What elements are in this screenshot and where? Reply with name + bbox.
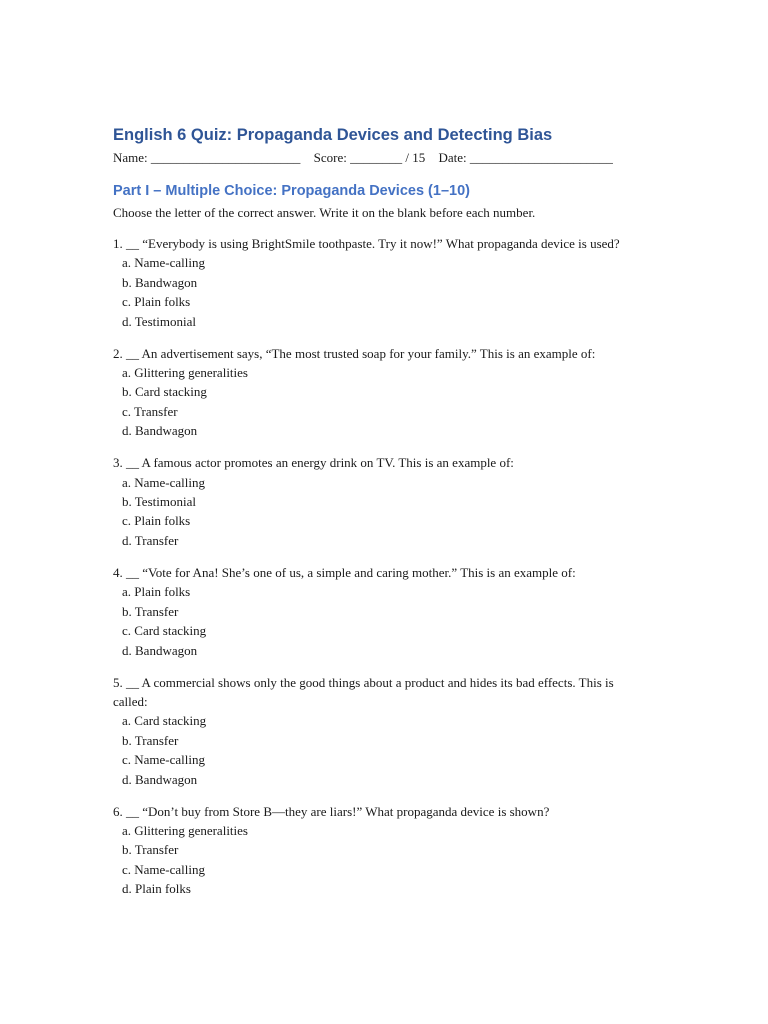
- option-d: d. Bandwagon: [122, 642, 198, 658]
- option-c: c. Card stacking: [122, 623, 207, 639]
- question-1: [113, 234, 673, 331]
- option-b: b. Transfer: [122, 732, 179, 748]
- question-stem: 5. __ A commercial shows only the good things about a product and hides its bad effects. This is called:: [113, 674, 614, 709]
- option-b: b. Testimonial: [122, 494, 196, 510]
- name-field: Name: _______________________: [113, 150, 301, 165]
- option-b: b. Bandwagon: [122, 274, 198, 290]
- question-6: [113, 802, 673, 899]
- option-d: d. Transfer: [122, 532, 179, 548]
- score-field: Score: ________ / 15: [313, 150, 426, 165]
- option-a: a. Card stacking: [122, 713, 207, 729]
- option-a: a. Name-calling: [122, 255, 206, 271]
- question-list: [113, 234, 673, 899]
- question-2: [113, 344, 673, 441]
- question-5: [113, 673, 673, 789]
- option-b: b. Card stacking: [122, 384, 207, 400]
- option-a: a. Glittering generalities: [122, 822, 248, 838]
- option-a: a. Plain folks: [122, 584, 191, 600]
- option-d: d. Bandwagon: [122, 771, 198, 787]
- question-stem: 4. __ “Vote for Ana! She’s one of us, a simple and caring mother.” This is an example of:: [113, 564, 576, 580]
- question-stem: 2. __ An advertisement says, “The most trusted soap for your family.” This is an example of:: [113, 345, 596, 361]
- option-c: c. Plain folks: [122, 513, 191, 529]
- option-c: c. Name-calling: [122, 861, 206, 877]
- question-stem: 1. __ “Everybody is using BrightSmile toothpaste. Try it now!” What propaganda device is used?: [113, 236, 620, 251]
- part1-heading: Part I – Multiple Choice: Propaganda Devices (1–10): [113, 183, 470, 199]
- student-info-line: [113, 149, 673, 167]
- option-a: a. Glittering generalities: [122, 365, 248, 381]
- option-c: c. Transfer: [122, 403, 178, 419]
- option-a: a. Name-calling: [122, 474, 206, 490]
- option-d: d. Testimonial: [122, 313, 196, 329]
- option-d: d. Bandwagon: [122, 423, 198, 439]
- question-4: [113, 563, 673, 660]
- option-d: d. Plain folks: [122, 881, 191, 897]
- document-page: [113, 124, 673, 911]
- option-b: b. Transfer: [122, 603, 179, 619]
- option-c: c. Name-calling: [122, 752, 206, 768]
- question-stem: 3. __ A famous actor promotes an energy drink on TV. This is an example of:: [113, 455, 514, 471]
- part1-instructions: Choose the letter of the correct answer. Write it on the blank before each number.: [113, 205, 536, 220]
- date-field: Date: ______________________: [438, 150, 613, 165]
- option-c: c. Plain folks: [122, 294, 191, 310]
- question-stem: 6. __ “Don’t buy from Store B—they are liars!” What propaganda device is shown?: [113, 803, 550, 819]
- document-title: English 6 Quiz: Propaganda Devices and Detecting Bias: [113, 126, 553, 144]
- question-3: [113, 453, 673, 550]
- option-b: b. Transfer: [122, 842, 179, 858]
